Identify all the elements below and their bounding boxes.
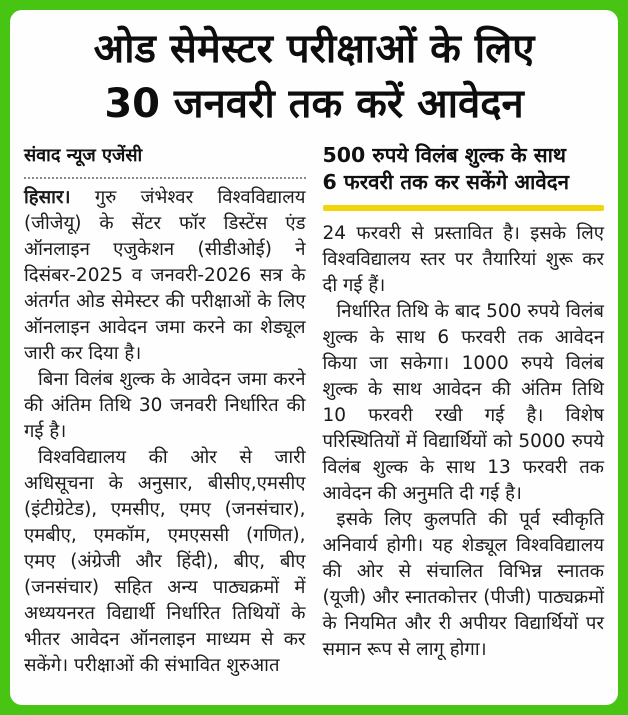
- article-paper: [10, 10, 618, 705]
- paragraph: 24 फरवरी से प्रस्तावित है। इसके लिए विश्वविद्यालय स्तर पर तैयारियां शुरू कर दी गई हैं।: [322, 223, 604, 296]
- byline: संवाद न्यूज एजेंसी: [24, 145, 143, 166]
- paragraph-text: गुरु जंभेश्वर विश्वविद्यालय (जीजेयू) के सेंटर फॉर डिस्टेंस एंड ऑनलाइन एजुकेशन (सीडीओई) ने दिसंबर-2025 व जनवरी-2026 सत्र के अंतर्गत ओड सेमेस्टर की परीक्षाओं के लिए ऑनलाइन आवेदन जमा करने का शेड्यूल जारी कर दिया है।: [24, 187, 306, 364]
- subheading-highlight-rule: [323, 205, 605, 211]
- left-column: [24, 140, 306, 679]
- paragraph: विश्वविद्यालय की ओर से जारी अधिसूचना के अनुसार, बीसीए,एमसीए (इंटीग्रेटेड), एमसीए, एमए (जनसंचार), एमबीए, एमकॉम, एमएससी (गणित), एमए (अंग्रेजी और हिंदी), बीए, बीए (जनसंचार) सहित अन्य पाठ्यक्रमों में अध्ययनरत विद्यार्थी निर्धारित तिथियों के भीतर आवेदन ऑनलाइन माध्यम से कर सकेंगे। परीक्षाओं की संभावित शुरुआत: [24, 447, 306, 676]
- subheading: [323, 140, 605, 196]
- subheading-line-1: 500 रुपये विलंब शुल्क के साथ: [322, 143, 567, 167]
- paragraph: [24, 185, 306, 367]
- headline-line-2: 30 जनवरी तक करें आवेदन: [104, 81, 524, 127]
- byline-separator-rule: [24, 177, 306, 179]
- dateline: हिसार।: [24, 187, 71, 208]
- subheading-line-2: 6 फरवरी तक कर सकेंगे आवेदन: [322, 170, 570, 194]
- headline-line-1: ओड सेमेस्टर परीक्षाओं के लिए: [93, 26, 535, 72]
- paragraph: निर्धारित तिथि के बाद 500 रुपये विलंब शुल्क के साथ 6 फरवरी तक आवेदन किया जा सकेगा। 1000 रुपये विलंब शुल्क के साथ आवेदन की अंतिम तिथि 10 फरवरी रखी गई है। विशेष परिस्थितियों में विद्यार्थियों को 5000 रुपये विलंब शुल्क के साथ 13 फरवरी तक आवेदन की अनुमति दी गई है।: [322, 301, 604, 504]
- article-columns: [24, 140, 604, 679]
- article-headline: [24, 22, 604, 132]
- right-column-body: [323, 221, 605, 663]
- paragraph: इसके लिए कुलपति की पूर्व स्वीकृति अनिवार्य होगी। यह शेड्यूल विश्वविद्यालय की ओर से संचालित विभिन्न स्नातक (यूजी) और स्नातकोत्तर (पीजी) पाठ्यक्रमों के नियमित और री अपीयर विद्यार्थियों पर समान रूप से लागू होगा।: [322, 509, 604, 660]
- left-column-body: [24, 185, 306, 679]
- paragraph: बिना विलंब शुल्क के आवेदन जमा करने की अंतिम तिथि 30 जनवरी निर्धारित की गई है।: [24, 369, 306, 442]
- right-column: [323, 140, 605, 663]
